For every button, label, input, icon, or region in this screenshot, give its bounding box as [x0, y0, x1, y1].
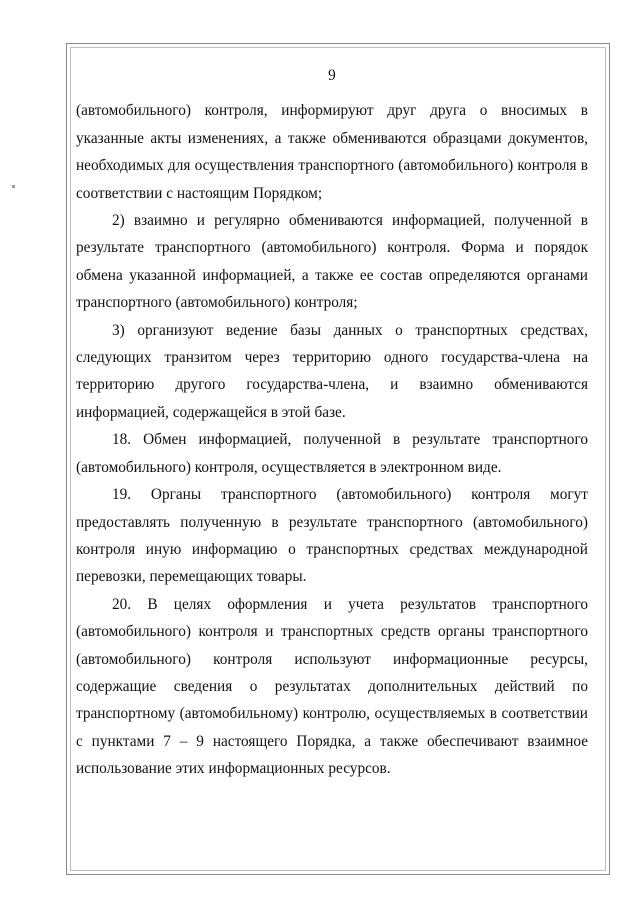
- paragraph-item-2: 2) взаимно и регулярно обмениваются информацией, полученной в результате транспортного (автомобильного) контроля. Форма и порядок обмена указанной информацией, а также ее состав определяются органами транспортного (автомобильного) контроля;: [76, 212, 588, 312]
- paragraph-item-3: 3) организуют ведение базы данных о транспортных средствах, следующих транзитом через территорию одного государства-члена на территорию другого государства-члена, и взаимно обмениваются информацией, содержащейся в этой базе.: [76, 321, 588, 421]
- paragraph-19: 19. Органы транспортного (автомобильного) контроля могут предоставлять полученную в результате транспортного (автомобильного) контроля иную информацию о транспортных средствах международной перевозки, перемещающих товары.: [76, 486, 588, 586]
- paragraph-continuation: (автомобильного) контроля, информируют друг друга о вносимых в указанные акты изменениях, а также обмениваются образцами документов, необходимых для осуществления транспортного (автомобильного) контроля в соответствии с настоящим Порядком;: [76, 102, 588, 202]
- scan-margin-mark: [12, 185, 15, 188]
- paragraph-20: 20. В целях оформления и учета результатов транспортного (автомобильного) контроля и транспортных средств органы транспортного (автомобильного) контроля используют информационные ресурсы, содержащие сведения о результатах дополнительных действий по транспортному (автомобильному) контролю, осуществляемых в соответствии с пунктами 7 – 9 настоящего Порядка, а также обеспечивают взаимное использование этих информационных ресурсов.: [76, 595, 588, 778]
- paragraph-18: 18. Обмен информацией, полученной в результате транспортного (автомобильного) контроля, осуществляется в электронном виде.: [76, 431, 588, 476]
- page-number: 9: [328, 67, 336, 84]
- document-body: [76, 62, 588, 783]
